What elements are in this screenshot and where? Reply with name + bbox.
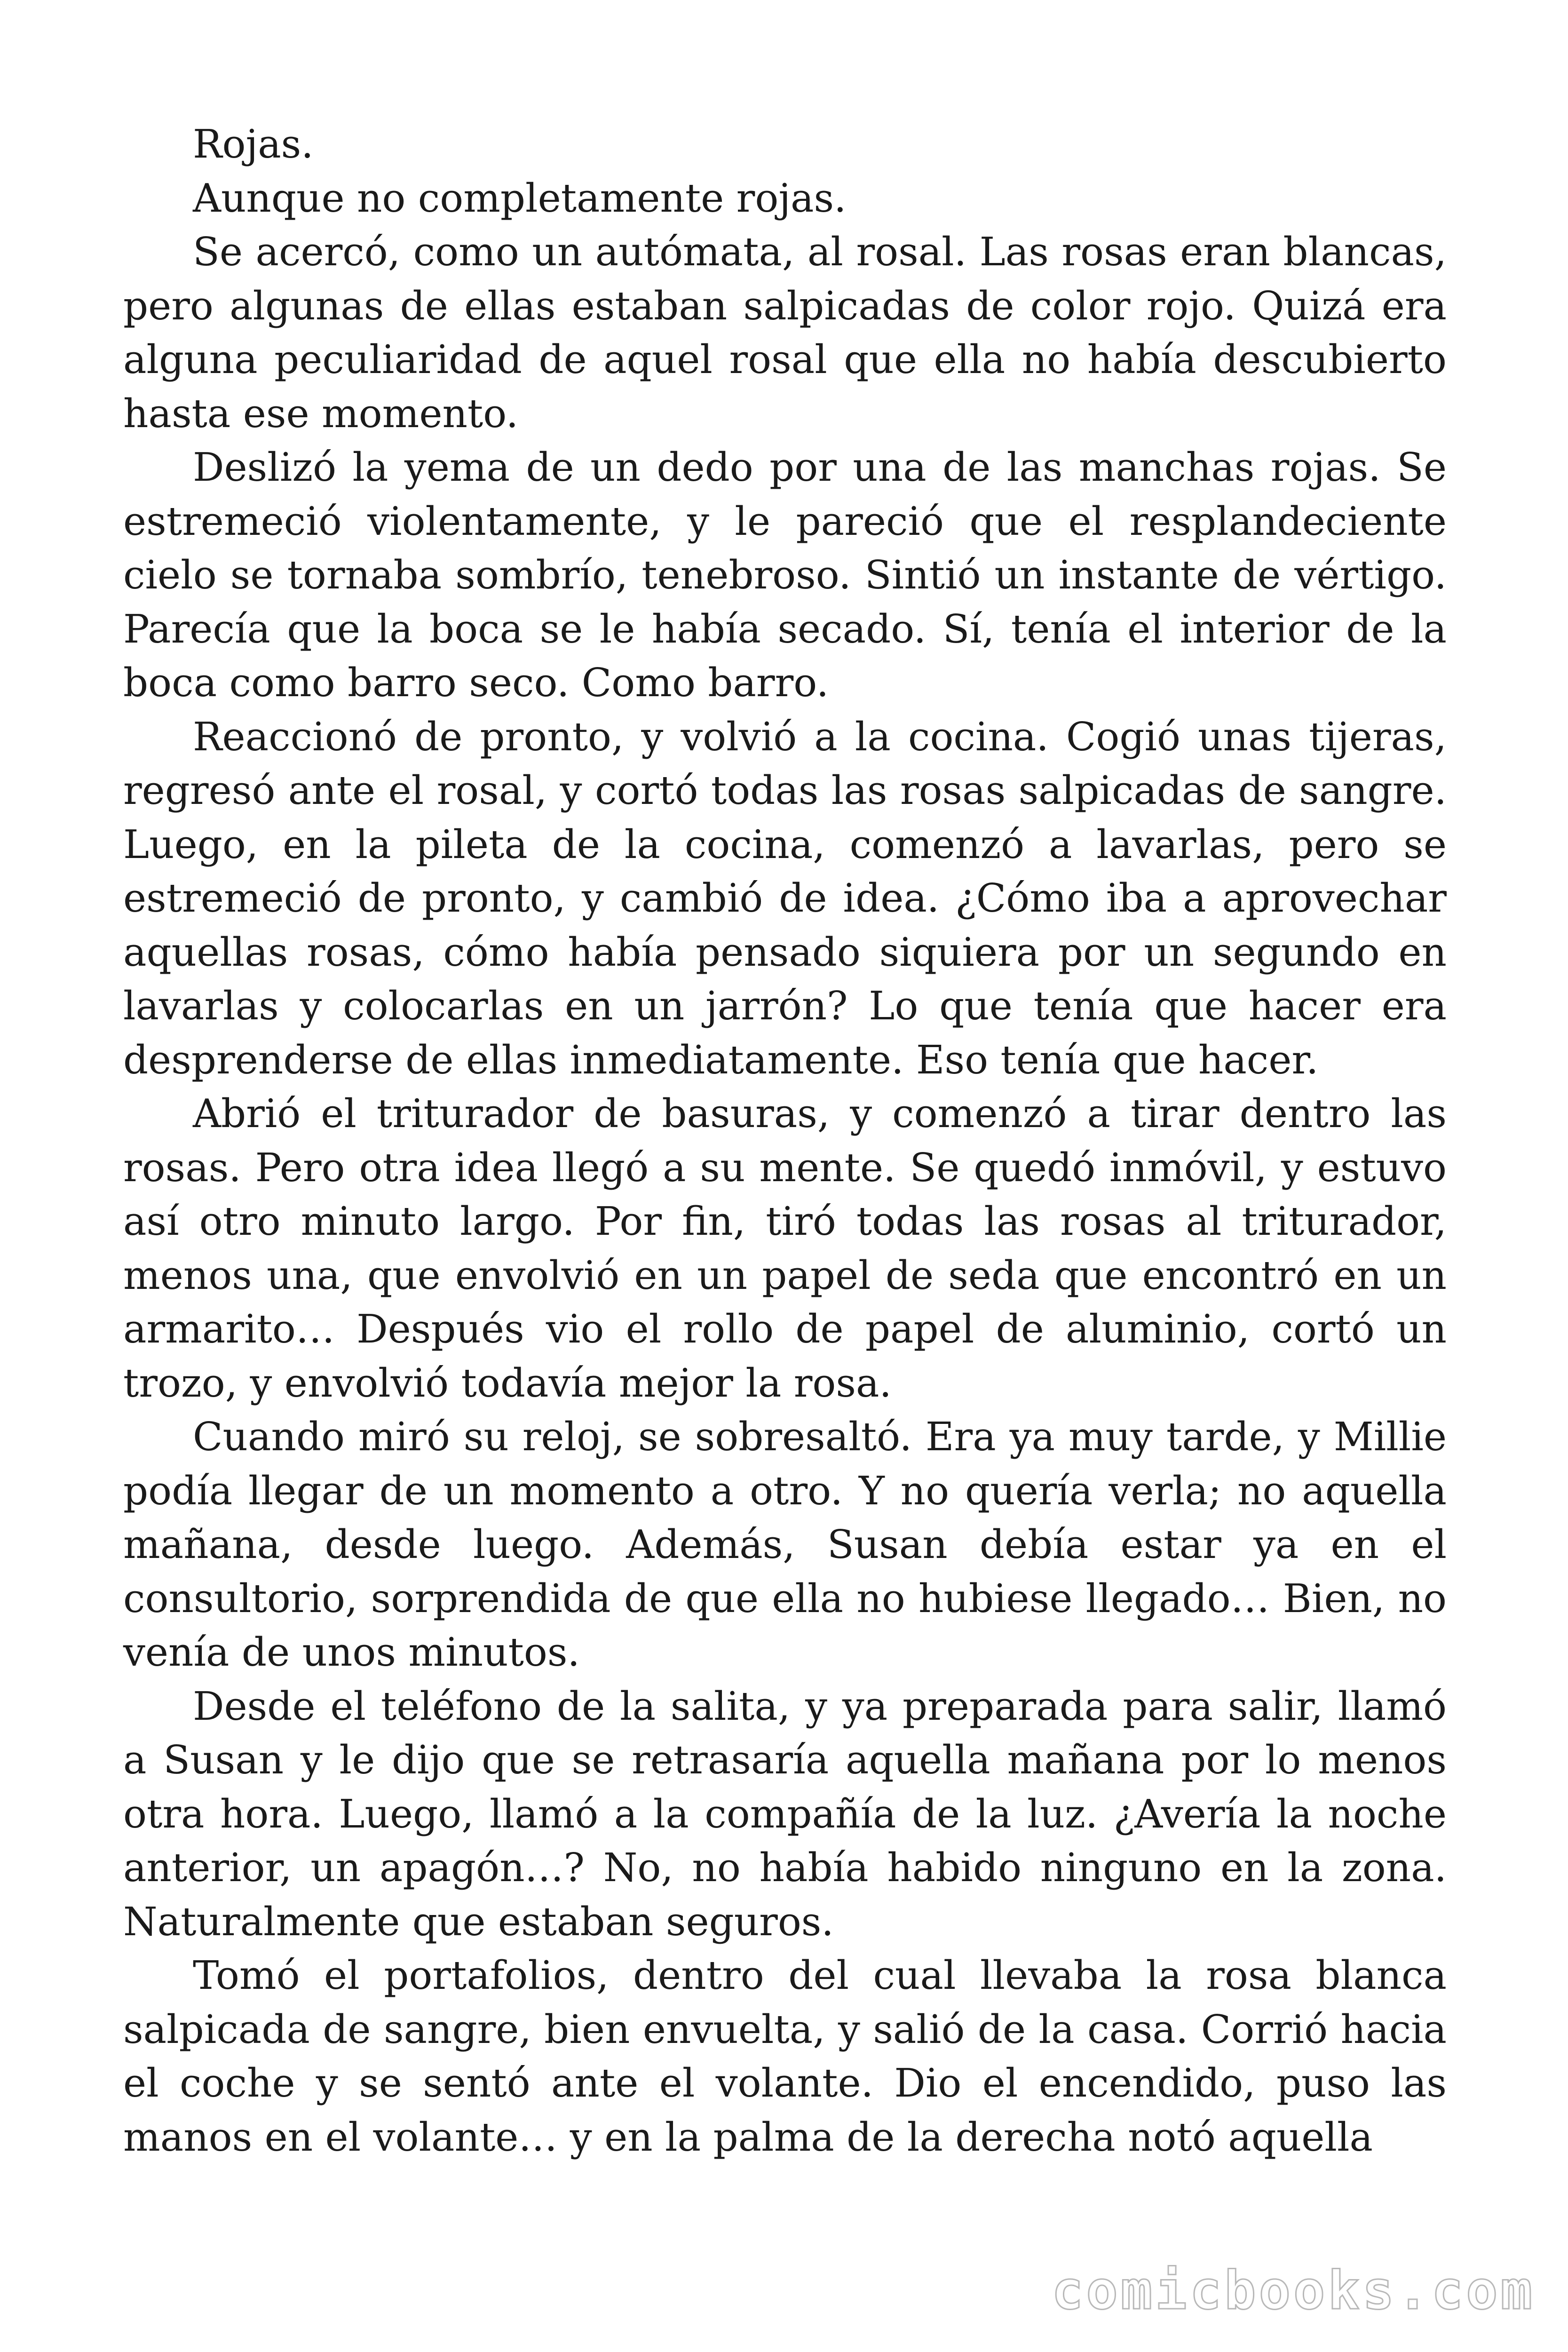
paragraph: Deslizó la yema de un dedo por una de las manchas rojas. Se estremeció violentamente, y le pareció que el resplandeciente cielo se tornaba sombrío, tenebroso. Sintió un instante de vértigo. Parecía que la boca se le había secado. Sí, tenía el interior de la boca como barro seco. Como barro. (123, 445, 1447, 706)
paragraph: Rojas. (193, 121, 314, 167)
paragraph: Desde el teléfono de la salita, y ya preparada para salir, llamó a Susan y le dijo que se retrasaría aquella mañana por lo menos otra hora. Luego, llamó a la compañía de la luz. ¿Avería la noche anterior, un apagón…? No, no había habido ninguno en la zona. Naturalmente que estaban seguros. (123, 1683, 1447, 1945)
paragraph: Reaccionó de pronto, y volvió a la cocina. Cogió unas tijeras, regresó ante el rosal, y cortó todas las rosas salpicadas de sangre. Luego, en la pileta de la cocina, comenzó a lavarlas, pero se estremeció de pronto, y cambió de idea. ¿Cómo iba a aprovechar aquellas rosas, cómo había pensado siquiera por un segundo en lavarlas y colocarlas en un jarrón? Lo que tenía que hacer era desprenderse de ellas inmediatamente. Eso tenía que hacer. (123, 714, 1447, 1083)
body-text (123, 118, 1447, 2164)
paragraph: Tomó el portafolios, dentro del cual llevaba la rosa blanca salpicada de sangre, bien envuelta, y salió de la casa. Corrió hacia el coche y se sentó ante el volante. Dio el encendido, puso las manos en el volante… y en la palma de la derecha notó aquella (123, 1953, 1447, 2160)
paragraph: Cuando miró su reloj, se sobresaltó. Era ya muy tarde, y Millie podía llegar de un momento a otro. Y no quería verla; no aquella mañana, desde luego. Además, Susan debía estar ya en el consultorio, sorprendida de que ella no hubiese llegado… Bien, no venía de unos minutos. (123, 1414, 1447, 1675)
watermark: comicbooks.com (1051, 2260, 1535, 2321)
paragraph: Se acercó, como un autómata, al rosal. Las rosas eran blancas, pero algunas de ellas estaban salpicadas de color rojo. Quizá era alguna peculiaridad de aquel rosal que ella no había descubierto hasta ese momento. (123, 229, 1447, 437)
paragraph: Aunque no completamente rojas. (193, 175, 847, 221)
paragraph: Abrió el triturador de basuras, y comenzó a tirar dentro las rosas. Pero otra idea llegó a su mente. Se quedó inmóvil, y estuvo así otro minuto largo. Por fin, tiró todas las rosas al triturador, menos una, que envolvió en un papel de seda que encontró en un armarito… Después vio el rollo de papel de aluminio, cortó un trozo, y envolvió todavía mejor la rosa. (123, 1091, 1447, 1406)
